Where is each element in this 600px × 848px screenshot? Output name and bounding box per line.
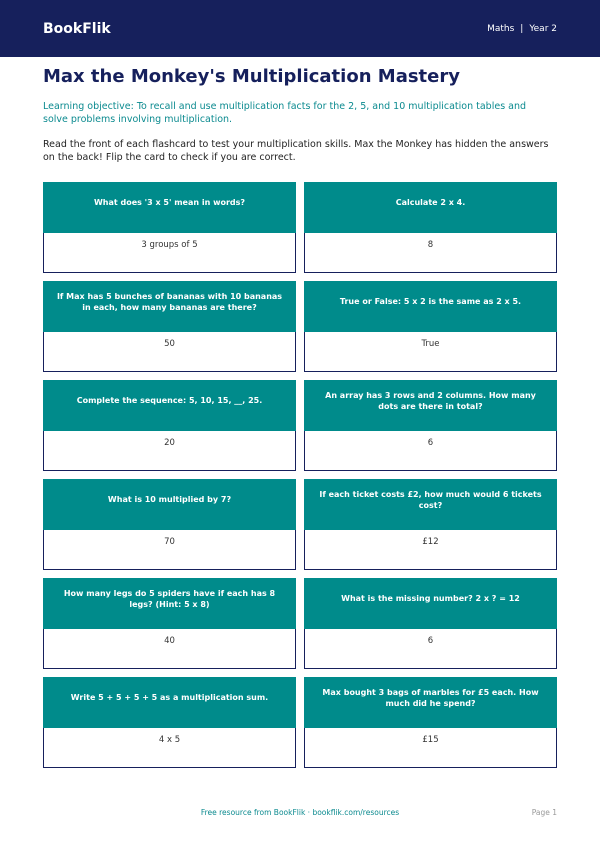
flashcard[interactable] bbox=[304, 281, 557, 372]
card-question: Write 5 + 5 + 5 + 5 as a multiplication sum. bbox=[43, 677, 296, 728]
header-bar bbox=[0, 0, 600, 57]
card-answer: £15 bbox=[304, 728, 557, 768]
flashcard[interactable] bbox=[304, 578, 557, 669]
card-question: Calculate 2 x 4. bbox=[304, 182, 557, 233]
footer-credit[interactable]: Free resource from BookFlik · bookflik.com/resources bbox=[200, 808, 400, 817]
header-meta bbox=[487, 24, 557, 34]
card-question: What does '3 x 5' mean in words? bbox=[43, 182, 296, 233]
flashcard[interactable] bbox=[304, 380, 557, 471]
card-question: If Max has 5 bunches of bananas with 10 bananas in each, how many bananas are there? bbox=[43, 281, 296, 332]
flashcard[interactable] bbox=[43, 281, 296, 372]
card-question: What is the missing number? 2 x ? = 12 bbox=[304, 578, 557, 629]
card-answer: 3 groups of 5 bbox=[43, 233, 296, 273]
card-question: How many legs do 5 spiders have if each has 8 legs? (Hint: 5 x 8) bbox=[43, 578, 296, 629]
flashcard[interactable] bbox=[43, 380, 296, 471]
meta-separator: | bbox=[520, 23, 524, 34]
flashcard[interactable] bbox=[43, 182, 296, 273]
page-number: Page 1 bbox=[531, 808, 557, 817]
instructions: Read the front of each flashcard to test your multiplication skills. Max the Monkey has hidden the answers on the back! Flip the card to check if you are correct. bbox=[43, 139, 549, 163]
card-question: What is 10 multiplied by 7? bbox=[43, 479, 296, 530]
flashcard[interactable] bbox=[304, 479, 557, 570]
card-answer: 40 bbox=[43, 629, 296, 669]
subject-label: Maths bbox=[487, 23, 515, 34]
card-question: An array has 3 rows and 2 columns. How many dots are there in total? bbox=[304, 380, 557, 431]
card-answer: 20 bbox=[43, 431, 296, 471]
flashcard[interactable] bbox=[304, 182, 557, 273]
flashcard[interactable] bbox=[43, 578, 296, 669]
year-label: Year 2 bbox=[529, 23, 557, 34]
card-answer: True bbox=[304, 332, 557, 372]
page-title: Max the Monkey's Multiplication Mastery bbox=[43, 66, 460, 87]
flashcard[interactable] bbox=[43, 479, 296, 570]
card-answer: 6 bbox=[304, 431, 557, 471]
card-answer: 70 bbox=[43, 530, 296, 570]
learning-objective: Learning objective: To recall and use multiplication facts for the 2, 5, and 10 multiplication tables and solve problems involving multiplication. bbox=[43, 101, 527, 125]
card-answer: 4 x 5 bbox=[43, 728, 296, 768]
brand-logo[interactable]: BookFlik bbox=[43, 20, 111, 37]
card-answer: 6 bbox=[304, 629, 557, 669]
card-answer: £12 bbox=[304, 530, 557, 570]
card-question: Complete the sequence: 5, 10, 15, __, 25. bbox=[43, 380, 296, 431]
flashcard[interactable] bbox=[304, 677, 557, 768]
card-answer: 8 bbox=[304, 233, 557, 273]
card-question: If each ticket costs £2, how much would 6 tickets cost? bbox=[304, 479, 557, 530]
card-answer: 50 bbox=[43, 332, 296, 372]
flashcard[interactable] bbox=[43, 677, 296, 768]
card-question: Max bought 3 bags of marbles for £5 each. How much did he spend? bbox=[304, 677, 557, 728]
card-question: True or False: 5 x 2 is the same as 2 x 5. bbox=[304, 281, 557, 332]
flashcard-grid bbox=[43, 182, 557, 768]
